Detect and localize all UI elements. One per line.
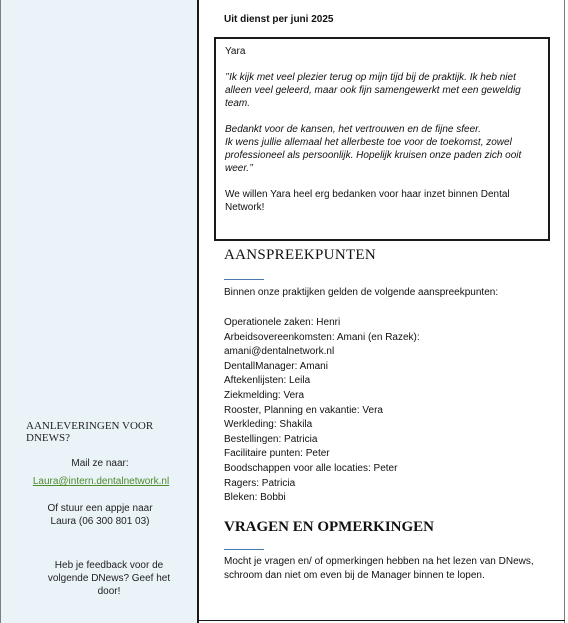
sidebar xyxy=(0,0,198,623)
contact-item: Ragers: Patricia xyxy=(224,477,296,489)
contact-item: Arbeidsovereenkomsten: Amani (en Razek): xyxy=(224,331,420,343)
farewell-subheading: Uit dienst per juni 2025 xyxy=(224,14,334,25)
farewell-name: Yara xyxy=(225,46,246,57)
farewell-quote-2b: Ik wens jullie allemaal het allerbeste toe voor de toekomst, zowel professioneel als persoonlijk. Hopelijk kruisen onze paden zich ooit weer.’’ xyxy=(225,137,522,174)
questions-title: VRAGEN EN OPMERKINGEN xyxy=(224,519,435,535)
sidebar-feedback-text: Heb je feedback voor de volgende DNews? Geef het door! xyxy=(47,560,171,597)
sidebar-heading: AANLEVERINGEN VOOR DNEWS? xyxy=(26,420,154,444)
column-divider xyxy=(197,0,199,623)
farewell-quote-2a: Bedankt voor de kansen, het vertrouwen en de fijne sfeer. xyxy=(225,124,481,135)
sidebar-app-text: Of stuur een appje naar Laura (06 300 801 03) xyxy=(47,503,153,527)
farewell-quote-box xyxy=(214,37,550,241)
contact-item: Bleken: Bobbi xyxy=(224,492,286,504)
farewell-quote-1: ’’Ik kijk met veel plezier terug op mijn tijd bij de praktijk. Ik heb niet alleen veel geleerd, maar ook fijn samengewerkt met een geweldig team. xyxy=(225,72,521,109)
contact-item: Ziekmelding: Vera xyxy=(224,389,305,401)
page-bottom-border xyxy=(199,620,565,621)
questions-title-rule xyxy=(224,549,264,550)
sidebar-email-link[interactable] xyxy=(16,475,186,488)
contacts-title-rule xyxy=(224,279,264,280)
sidebar-mail-label: Mail ze naar: xyxy=(71,458,129,469)
contact-item: Facilitaire punten: Peter xyxy=(224,448,330,460)
contacts-title: AANSPREEKPUNTEN xyxy=(224,247,377,263)
contact-item: DentallManager: Amani xyxy=(224,360,328,372)
contact-item: Operationele zaken: Henri xyxy=(224,317,341,328)
contact-item: Rooster, Planning en vakantie: Vera xyxy=(224,404,383,416)
contact-item: Bestellingen: Patricia xyxy=(224,433,318,445)
contacts-list xyxy=(224,316,554,506)
contact-item: Boodschappen voor alle locaties: Peter xyxy=(224,462,398,474)
contact-item: Werkleding: Shakila xyxy=(224,419,313,431)
contacts-intro: Binnen onze praktijken gelden de volgende aanspreekpunten: xyxy=(224,287,499,298)
contact-item: amani@dentalnetwork.nl xyxy=(224,346,335,358)
contact-item: Aftekenlijsten: Leila xyxy=(224,375,311,387)
questions-text: Mocht je vragen en/ of opmerkingen hebben na het lezen van DNews, schroom dan niet om even bij de Manager binnen te lopen. xyxy=(224,556,534,581)
page-right-border xyxy=(564,0,565,623)
farewell-thanks: We willen Yara heel erg bedanken voor haar inzet binnen Dental Network! xyxy=(225,189,510,213)
email-link-text[interactable]: Laura@intern.dentalnetwork.nl xyxy=(32,476,170,487)
